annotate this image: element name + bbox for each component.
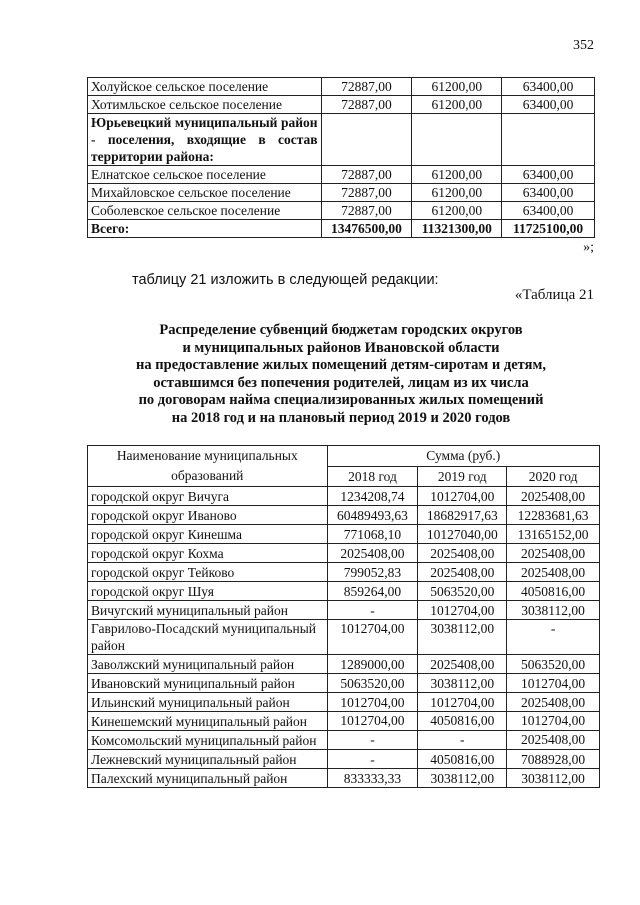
settlement-name: Соболевское сельское поселение: [88, 202, 322, 220]
table-row: [88, 563, 600, 582]
title-line: оставшимся без попечения родителей, лицам из их числа: [153, 374, 529, 391]
table-row: [88, 78, 595, 96]
value-2018: 1012704,00: [327, 620, 418, 655]
table-title: [87, 322, 595, 428]
value-2020: 13165152,00: [507, 525, 600, 544]
value-cell: 63400,00: [502, 78, 595, 96]
municipality-name: Палехский муниципальный район: [88, 769, 328, 788]
municipality-name: городской округ Шуя: [88, 582, 328, 601]
value-2020: 2025408,00: [507, 487, 600, 506]
municipality-name: Лежневский муниципальный район: [88, 750, 328, 769]
title-line: Распределение субвенций бюджетам городских округов: [159, 322, 523, 338]
value-cell: [502, 114, 595, 166]
header-year: 2018 год: [327, 466, 418, 487]
table-row: [88, 601, 600, 620]
value-2018: 771068,10: [327, 525, 418, 544]
municipality-name: городской округ Кохма: [88, 544, 328, 563]
table-row: [88, 620, 600, 655]
value-2018: 799052,83: [327, 563, 418, 582]
municipality-name: Комсомольский муниципальный район: [88, 731, 328, 750]
value-2018: 1289000,00: [327, 655, 418, 674]
value-cell: 61200,00: [412, 96, 502, 114]
value-2018: -: [327, 601, 418, 620]
table-row: [88, 202, 595, 220]
total-value: 11321300,00: [412, 220, 502, 238]
value-2020: 4050816,00: [507, 582, 600, 601]
header-sum-column: Сумма (руб.): [327, 446, 599, 467]
total-label: Всего:: [88, 220, 322, 238]
municipality-name: Кинешемский муниципальный район: [88, 712, 328, 731]
value-2019: 1012704,00: [418, 601, 507, 620]
value-2019: 1012704,00: [418, 693, 507, 712]
table-row: [88, 184, 595, 202]
value-cell: [321, 114, 412, 166]
value-2019: 2025408,00: [418, 563, 507, 582]
title-line: и муниципальных районов Ивановской области: [182, 339, 500, 356]
value-cell: 72887,00: [321, 166, 412, 184]
value-cell: 61200,00: [412, 166, 502, 184]
table-row: [88, 712, 600, 731]
value-2019: 10127040,00: [418, 525, 507, 544]
header-row: [88, 446, 600, 467]
value-2018: -: [327, 731, 418, 750]
subvention-table: [87, 445, 600, 788]
value-2019: 4050816,00: [418, 712, 507, 731]
municipality-name: городской округ Тейково: [88, 563, 328, 582]
table-row: [88, 582, 600, 601]
value-2019: -: [418, 731, 507, 750]
value-2019: 5063520,00: [418, 582, 507, 601]
value-2018: 2025408,00: [327, 544, 418, 563]
municipality-name: городской округ Иваново: [88, 506, 328, 525]
total-value: 13476500,00: [321, 220, 412, 238]
table-row: [88, 506, 600, 525]
value-2018: 5063520,00: [327, 674, 418, 693]
table-row: [88, 750, 600, 769]
value-cell: 61200,00: [412, 184, 502, 202]
value-cell: 63400,00: [502, 96, 595, 114]
municipality-name: Гаврилово-Посадский муниципальный район: [88, 620, 328, 655]
table-row: [88, 693, 600, 712]
value-2018: 859264,00: [327, 582, 418, 601]
table-row: [88, 96, 595, 114]
previous-table-fragment: [87, 77, 595, 238]
municipality-name: Ивановский муниципальный район: [88, 674, 328, 693]
table-row: [88, 166, 595, 184]
title-line: на предоставление жилых помещений детям-сиротам и детям,: [136, 357, 546, 374]
municipality-name: Вичугский муниципальный район: [88, 601, 328, 620]
instruction-text: таблицу 21 изложить в следующей редакции:: [132, 272, 439, 288]
municipality-name: городской округ Вичуга: [88, 487, 328, 506]
settlement-name: Михайловское сельское поселение: [88, 184, 322, 202]
value-2019: 1012704,00: [418, 487, 507, 506]
value-cell: 72887,00: [321, 96, 412, 114]
value-cell: 63400,00: [502, 166, 595, 184]
municipality-name: Ильинский муниципальный район: [88, 693, 328, 712]
value-2020: 1012704,00: [507, 674, 600, 693]
value-cell: 61200,00: [412, 78, 502, 96]
title-line: на 2018 год и на плановый период 2019 и 2020 годов: [171, 409, 511, 426]
value-2020: 2025408,00: [507, 693, 600, 712]
table-row: [88, 487, 600, 506]
value-cell: [412, 114, 502, 166]
value-cell: 63400,00: [502, 184, 595, 202]
table-row: [88, 525, 600, 544]
header-year: 2019 год: [418, 466, 507, 487]
table-label: «Таблица 21: [514, 287, 594, 303]
value-2020: 3038112,00: [507, 769, 600, 788]
table-row: [88, 655, 600, 674]
table-row: [88, 769, 600, 788]
value-2019: 3038112,00: [418, 769, 507, 788]
settlement-name: Хотимльское сельское поселение: [88, 96, 322, 114]
value-2020: 12283681,63: [507, 506, 600, 525]
title-line: по договорам найма специализированных жилых помещений: [138, 392, 544, 409]
value-2018: -: [327, 750, 418, 769]
municipality-name: Заволжский муниципальный район: [88, 655, 328, 674]
district-group-heading: Юрьевецкий муниципальный район - поселения, входящие в состав территории района:: [88, 114, 322, 166]
header-year: 2020 год: [507, 466, 600, 487]
table-row: [88, 674, 600, 693]
value-2020: 2025408,00: [507, 731, 600, 750]
closing-quote: »;: [583, 240, 594, 255]
table-row: [88, 544, 600, 563]
value-2020: 2025408,00: [507, 563, 600, 582]
value-2020: 1012704,00: [507, 712, 600, 731]
value-2019: 2025408,00: [418, 544, 507, 563]
value-2020: -: [507, 620, 600, 655]
value-cell: 72887,00: [321, 184, 412, 202]
value-2020: 5063520,00: [507, 655, 600, 674]
value-2018: 1012704,00: [327, 693, 418, 712]
value-2020: 2025408,00: [507, 544, 600, 563]
value-2018: 1012704,00: [327, 712, 418, 731]
header-name-column: Наименование муниципальных образований: [88, 446, 328, 487]
value-2018: 833333,33: [327, 769, 418, 788]
value-2019: 4050816,00: [418, 750, 507, 769]
value-cell: 63400,00: [502, 202, 595, 220]
value-2019: 2025408,00: [418, 655, 507, 674]
table-row: [88, 731, 600, 750]
total-row: [88, 220, 595, 238]
value-cell: 72887,00: [321, 202, 412, 220]
value-2019: 3038112,00: [418, 620, 507, 655]
value-cell: 61200,00: [412, 202, 502, 220]
value-2019: 18682917,63: [418, 506, 507, 525]
page-number: 352: [573, 38, 594, 53]
total-value: 11725100,00: [502, 220, 595, 238]
value-cell: 72887,00: [321, 78, 412, 96]
settlement-name: Елнатское сельское поселение: [88, 166, 322, 184]
settlement-name: Холуйское сельское поселение: [88, 78, 322, 96]
value-2019: 3038112,00: [418, 674, 507, 693]
value-2018: 60489493,63: [327, 506, 418, 525]
value-2020: 7088928,00: [507, 750, 600, 769]
municipality-name: городской округ Кинешма: [88, 525, 328, 544]
table-row: [88, 114, 595, 166]
value-2018: 1234208,74: [327, 487, 418, 506]
value-2020: 3038112,00: [507, 601, 600, 620]
